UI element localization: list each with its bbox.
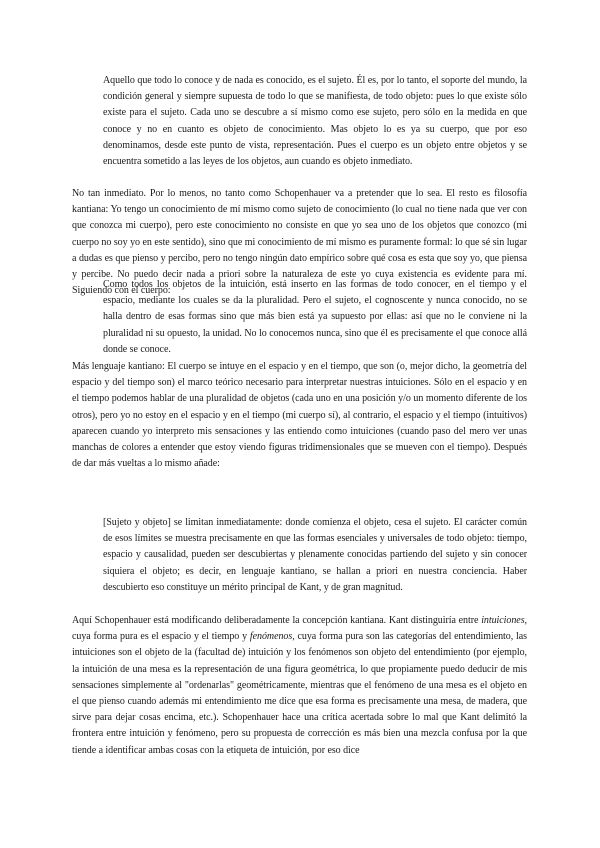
- block-quote-subject: Aquello que todo lo conoce y de nada es conocido, es el sujeto. Él es, por lo tanto, el soporte del mundo, la condición general y siempre supuesta de todo lo que se manifiesta, de todo objeto: pues lo que existe sólo existe para el sujeto. Cada uno se descubre a sí mismo como ese sujeto, pero sólo en la medida en que conoce y no en cuanto es objeto de conocimiento. Mas objeto lo es ya su cuerpo, que por eso denominamos, desde este punto de vista, representación. Pues el cuerpo es un objeto entre objetos y se encuentra sometido a las leyes de los objetos, aun cuando es objeto inmediato.: [103, 75, 527, 168]
- paragraph-text-segment: cuya forma pura es el espacio y el tiempo y: [72, 631, 250, 643]
- term-fenomenos: fenómenos,: [249, 631, 295, 643]
- block-quote-intuition: Como todos los objetos de la intuición, está inserto en las formas de todo conocer, en el tiempo y el espacio, mediante los cuales se da la pluralidad. Pero el sujeto, el cognoscente y nunca conocido, no se halla dentro de esas formas sino que más bien está ya supuesto por ellas: así que no le conviene ni la pluralidad ni su opuesto, la unidad. No lo conocemos nunca, sino que él es precisamente el que conoce allá donde se conoce.: [103, 279, 527, 355]
- paragraph-text-segment: Aquí Schopenhauer está modificando deliberadamente la concepción kantiana. Kant distinguiría entre: [72, 615, 482, 626]
- paragraph-text-segment: cuya forma pura son las categorías del entendimiento, las intuiciones son el objeto de la (facultad de) intuición y los fenómenos son objeto del entendimiento (por ejemplo, la intuición de una mesa es la representación de una figura geométrica, lo que propiamente puedo deducir de mis sensaciones simplemente al "ordenarlas" geométricamente, mientras que el fenómeno de una mesa es el objeto en el que pienso cuando además mi entendimiento me dice que esa forma es precisamente una mesa, de madera, que sirve para dejar cosas encima, etc.). Schopenhauer hace una crítica acertada sobre lo mal que Kant delimitó la frontera entre intuición y fenómeno, pero su propuesta de corrección es más bien una mezcla confusa por la que tiende a identificar ambas cosas con la etiqueta de intuición, por eso dice: [72, 631, 527, 756]
- paragraph-schopenhauer-modification: [72, 613, 527, 759]
- paragraph-kantian-language: Más lenguaje kantiano: El cuerpo se intuye en el espacio y en el tiempo, que son (o, mejor dicho, la geometría del espacio y del tiempo son) el marco teórico necesario para interpretar nuestras intuiciones. Sólo en el espacio y en el tiempo podemos hablar de una pluralidad de objetos (cada uno en una posición y/o un momento diferente de los otros), pero yo no estoy en el espacio y en el tiempo (mi cuerpo sí), al contrario, el espacio y el tiempo (intuitivos) aparecen cuando yo interpreto mis sensaciones y las entiendo como intuiciones (cuando paso del mero ver unas manchas de colores a entender que estoy viendo figuras tridimensionales que se mueven con el tiempo). Después de dar más vueltas a lo mismo añade:: [72, 361, 527, 470]
- block-quote-subject-object: [Sujeto y objeto] se limitan inmediatamente: donde comienza el objeto, cesa el sujeto. El carácter común de esos límites se muestra precisamente en que las formas esenciales y universales de todo objeto: tiempo, espacio y causalidad, pueden ser descubiertas y plenamente conocidas partiendo del sujeto y sin conocer siquiera el objeto; es decir, en lenguaje kantiano, se hallan a priori en nuestra conciencia. Haber descubierto eso constituye un mérito principal de Kant, y de gran magnitud.: [103, 517, 527, 593]
- paragraph-kantian-philosophy: No tan inmediato. Por lo menos, no tanto como Schopenhauer va a pretender que lo sea. El resto es filosofía kantiana: Yo tengo un conocimiento de mí mismo como sujeto de conocimiento (lo cual no tiene nada que ver con que conozca mi cuerpo), pero este conocimiento no consiste en que yo sea uno de los objetos que conozco (mi cuerpo no soy yo en este sentido), sino que mi conocimiento de mí mismo es puramente formal: lo que sé sin lugar a dudas es que pienso y percibo, pero no tengo ningún dato empírico sobre qué cosa es esta que soy yo, que piensa y percibe. No puedo decir nada a priori sobre la naturaleza de este yo cuya existencia es evidente para mí. Siguiendo con el cuerpo:: [72, 188, 527, 297]
- term-intuiciones: intuiciones,: [481, 615, 527, 626]
